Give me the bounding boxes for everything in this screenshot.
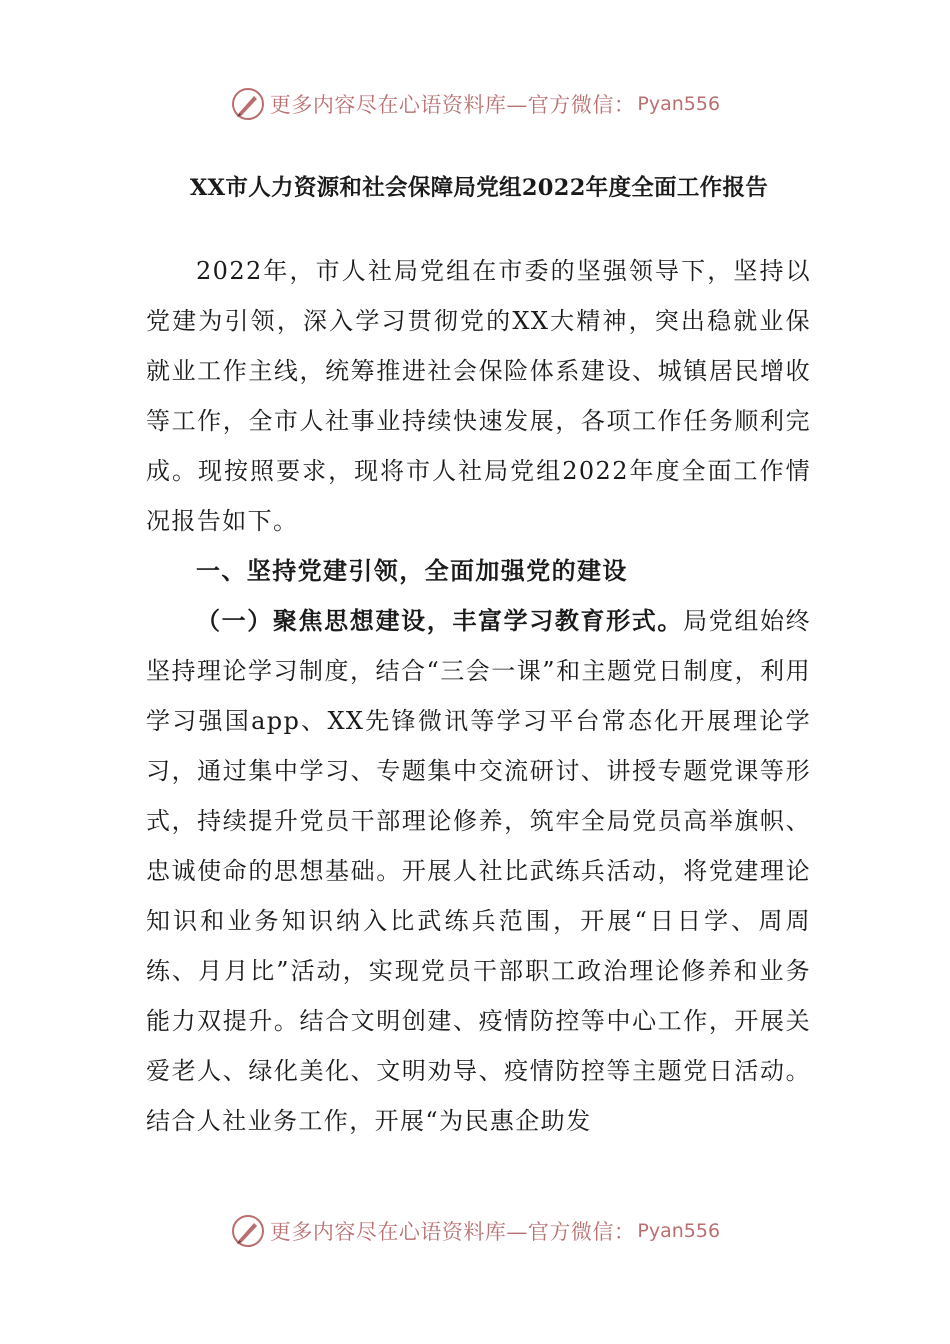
- subsection-body: 局党组始终坚持理论学习制度，结合“三会一课”和主题党日制度，利用学习强国app、XX先锋微讯等学习平台常态化开展理论学习，通过集中学习、专题集中交流研讨、讲授专题党课等形式，持续提升党员干部理论修养，筑牢全局党员高举旗帜、忠诚使命的思想基础。开展人社比武练兵活动，将党建理论知识和业务知识纳入比武练兵范围，开展“日日学、周周练、月月比”活动，实现党员干部职工政治理论修养和业务能力双提升。结合文明创建、疫情防控等中心工作，开展关爱老人、绿化美化、文明劝导、疫情防控等主题党日活动。结合人社业务工作，开展“为民惠企助发: [146, 607, 811, 1135]
- pen-logo-icon: [230, 86, 266, 122]
- subsection-paragraph: [146, 596, 811, 1146]
- section-heading: 一、坚持党建引领，全面加强党的建设: [196, 556, 628, 585]
- watermark-wechat-id: Pyan556: [637, 1220, 721, 1242]
- watermark-banner-top: [0, 84, 950, 124]
- watermark-wechat-id: Pyan556: [637, 93, 721, 115]
- document-body: [146, 170, 811, 1146]
- watermark-banner-bottom: [0, 1211, 950, 1251]
- document-title: XX市人力资源和社会保障局党组2022年度全面工作报告: [189, 175, 769, 201]
- pen-logo-icon: [230, 1213, 266, 1249]
- watermark-text: 更多内容尽在心语资料库—官方微信：: [269, 93, 636, 117]
- subsection-heading: （一）聚焦思想建设，丰富学习教育形式。: [196, 606, 684, 635]
- watermark-text: 更多内容尽在心语资料库—官方微信：: [269, 1220, 636, 1244]
- intro-paragraph: 2022年，市人社局党组在市委的坚强领导下，坚持以党建为引领，深入学习贯彻党的XX大精神，突出稳就业保就业工作主线，统筹推进社会保险体系建设、城镇居民增收等工作，全市人社事业持续快速发展，各项工作任务顺利完成。现按照要求，现将市人社局党组2022年度全面工作情况报告如下。: [146, 257, 811, 535]
